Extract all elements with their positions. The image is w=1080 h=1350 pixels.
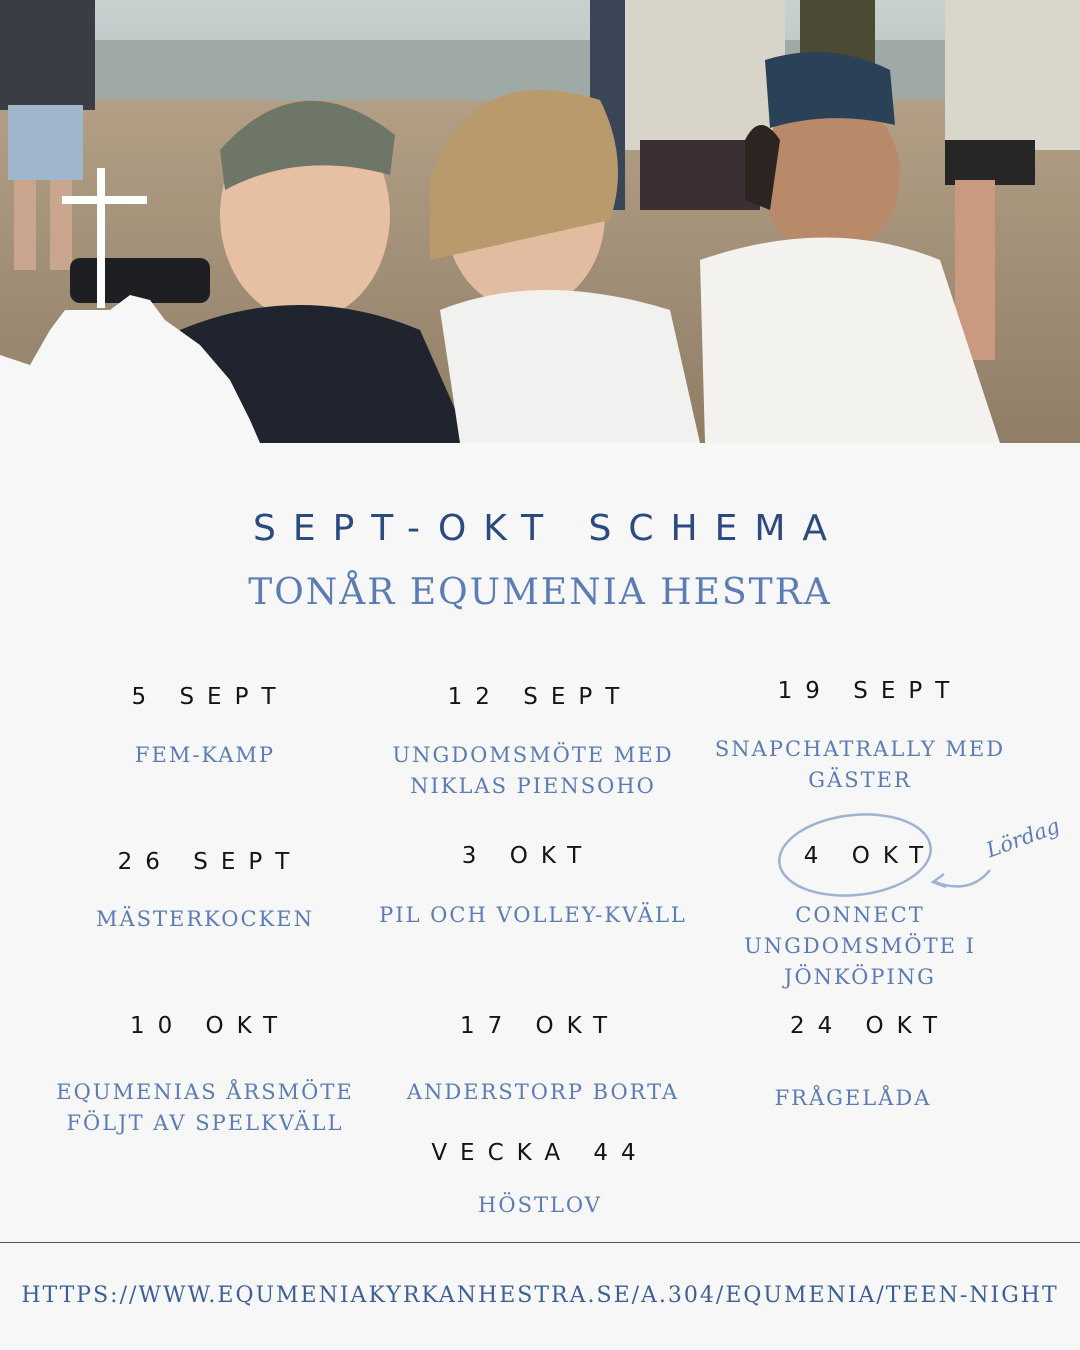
page-title: SEPT-OKT SCHEMA — [252, 508, 845, 549]
schedule-event: EQUMENIAS ÅRSMÖTE FÖLJT AV SPELKVÄLL — [56, 1080, 354, 1135]
schedule-event: FEM-KAMP — [134, 743, 276, 767]
schedule-date: 10 OKT — [129, 1013, 291, 1039]
schedule-date: 24 OKT — [789, 1013, 951, 1039]
schedule-date: 12 SEPT — [447, 684, 633, 710]
schedule-event: FRÅGELÅDA — [774, 1086, 932, 1110]
schedule-date: 17 OKT — [459, 1013, 621, 1039]
schedule-date: 26 SEPT — [117, 849, 303, 875]
schedule-event: MÄSTERKOCKEN — [95, 907, 314, 931]
schedule-event: HÖSTLOV — [478, 1193, 602, 1217]
schedule-event: ANDERSTORP BORTA — [406, 1080, 680, 1104]
schedule-date: 5 SEPT — [131, 684, 289, 710]
beach-photo-image — [0, 0, 1080, 443]
schedule-event: CONNECT UNGDOMSMÖTE I JÖNKÖPING — [744, 903, 976, 989]
website-link[interactable]: HTTPS://WWW.EQUMENIAKYRKANHESTRA.SE/A.304/EQUMENIA/TEEN-NIGHT — [21, 1283, 1059, 1308]
schedule-date: 19 SEPT — [777, 678, 963, 704]
schedule-event: PIL OCH VOLLEY-KVÄLL — [379, 903, 687, 927]
handwritten-note: Lördag — [983, 813, 1063, 863]
schedule-date: VECKA 44 — [431, 1140, 649, 1166]
schedule-date: 3 OKT — [461, 843, 595, 869]
page-subtitle: TONÅR EQUMENIA HESTRA — [248, 572, 832, 613]
schedule-event: SNAPCHATRALLY MED GÄSTER — [714, 737, 1006, 792]
divider — [0, 1242, 1080, 1243]
schedule-date: 4 OKT — [803, 843, 937, 869]
schedule-event: UNGDOMSMÖTE MED NIKLAS PIENSOHO — [392, 743, 674, 798]
header-photo — [0, 0, 1080, 443]
cross-icon — [97, 168, 105, 308]
